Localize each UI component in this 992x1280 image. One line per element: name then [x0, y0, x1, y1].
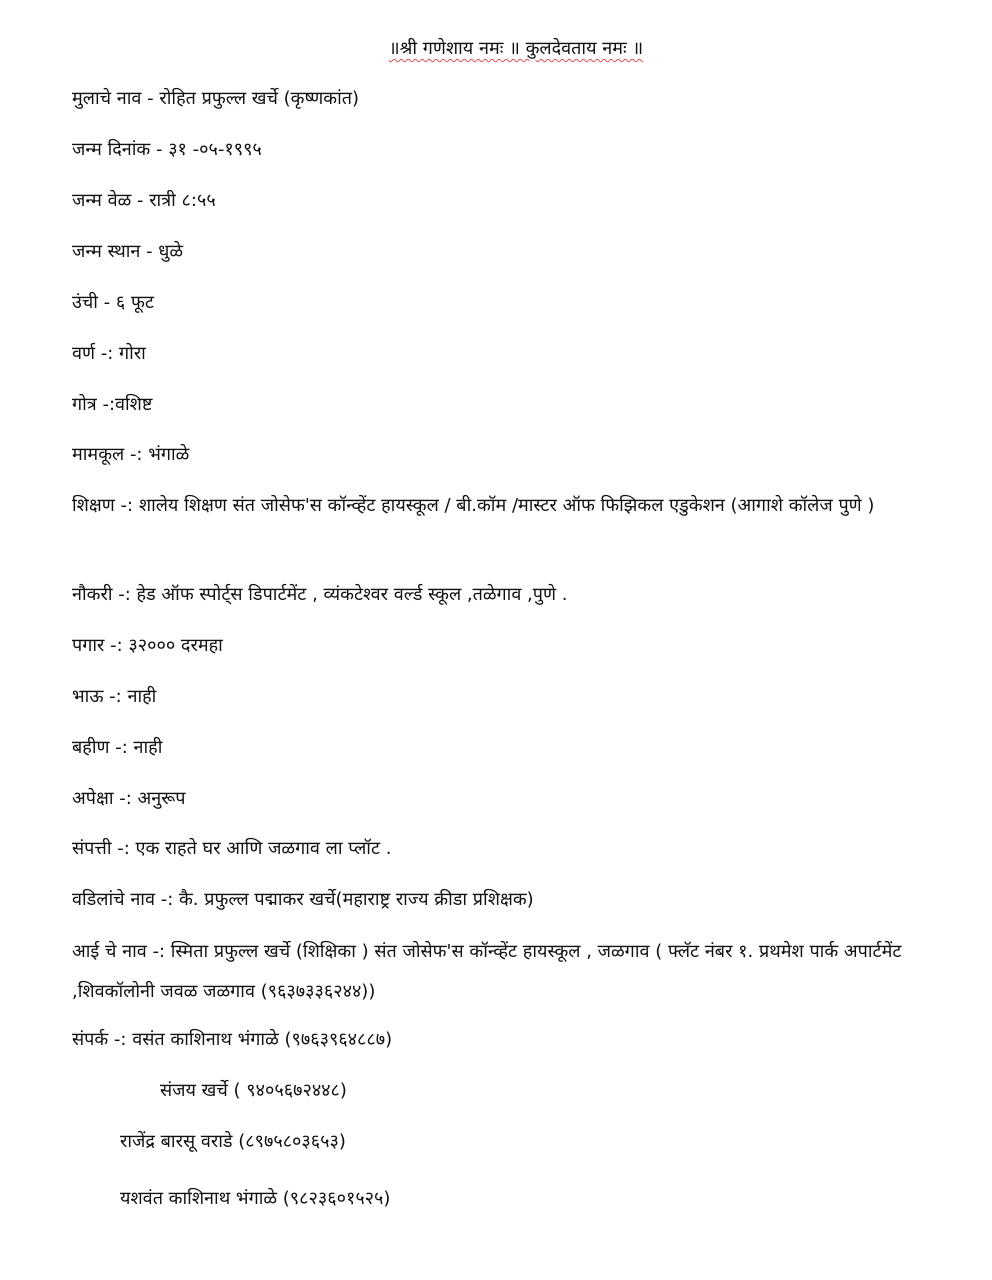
gotra-line: गोत्र -:वशिष्ट	[72, 394, 153, 415]
title-text: ॥श्री गणेशाय नमः ॥ कुलदेवताय नमः ॥	[388, 38, 644, 59]
salary-line: पगार -: ३२००० दरमहा	[72, 635, 223, 656]
complexion-line: वर्ण -: गोरा	[72, 343, 146, 364]
height-line: उंची - ६ फूट	[72, 292, 154, 313]
mamkul-line: मामकूल -: भंगाळे	[72, 444, 190, 465]
job-line: नौकरी -: हेड ऑफ स्पोर्ट्स डिपार्टमेंट , व्यंकटेश्वर वर्ल्ड स्कूल ,तळेगाव ,पुणे .	[72, 584, 568, 605]
contact-4-line: यशवंत काशिनाथ भंगाळे (९८२३६०१५२५)	[120, 1188, 391, 1209]
brother-line: भाऊ -: नाही	[72, 686, 157, 707]
contact-2-line: संजय खर्चे ( ९४०५६७२४४८)	[160, 1080, 347, 1101]
father-name-line: वडिलांचे नाव -: कै. प्रफुल्ल पद्माकर खर्चे(महाराष्ट्र राज्य क्रीडा प्रशिक्षक)	[72, 889, 534, 910]
birth-date-line: जन्म दिनांक - ३१ -०५-१९९५	[72, 139, 262, 160]
birth-place-line: जन्म स्थान - धुळे	[72, 241, 184, 262]
expectation-line: अपेक्षा -: अनुरूप	[72, 788, 186, 809]
document-title	[0, 36, 992, 62]
sister-line: बहीण -: नाही	[72, 737, 163, 758]
contact-line: संपर्क -: वसंत काशिनाथ भंगाळे (९७६३९६४८८७)	[72, 1029, 393, 1050]
mother-name-line: आई चे नाव -: स्मिता प्रफुल्ल खर्चे (शिक्षिका ) संत जोसेफ'स कॉन्व्हेंट हायस्कूल , जळगाव ( फ्लॅट नंबर १. प्रथमेश पार्क अपार्टमेंट ,शिवकॉलोनी जवळ जळगाव (९६३७३३६२४४))	[72, 941, 902, 1002]
contact-3-line: राजेंद्र बारसू वराडे (८९७५८०३६५३)	[120, 1131, 346, 1152]
birth-time-line: जन्म वेळ - रात्री ८:५५	[72, 190, 216, 211]
groom-name-line: मुलाचे नाव - रोहित प्रफुल्ल खर्चे (कृष्णकांत)	[72, 88, 360, 109]
property-line: संपत्ती -: एक राहते घर आणि जळगाव ला प्लॉट .	[72, 838, 392, 859]
education-line: शिक्षण -: शालेय शिक्षण संत जोसेफ'स कॉन्व्हेंट हायस्कूल / बी.कॉम /मास्टर ऑफ फिझिकल एडुकेशन (आगाशे कॉलेज पुणे )	[72, 495, 875, 516]
